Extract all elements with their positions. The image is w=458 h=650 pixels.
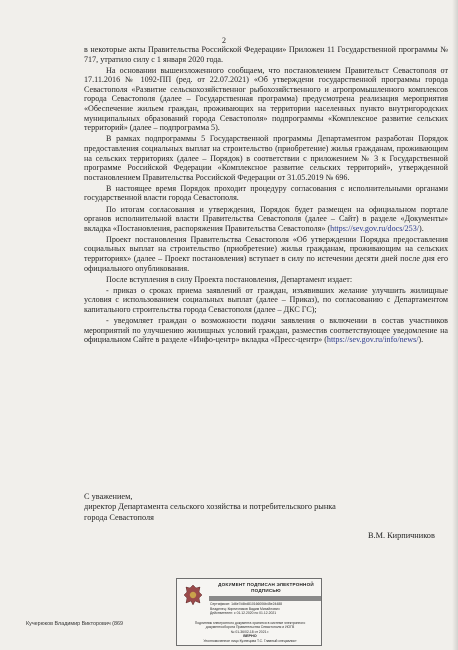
verified-mark: ВЕРНО (243, 634, 257, 639)
news-link[interactable]: https://sev.gov.ru/info/news/ (326, 335, 419, 345)
registration-number: № 01-36/02-18 от 2021 г. (230, 629, 270, 634)
greeting: С уважением, (84, 492, 133, 501)
paragraph-8: - приказ о сроках приема заявлений от граждан, изъявивших желание улучшить жилищные условия с использованием социальных выплат (далее – Приказ), по согласованию с Департаментом капитального строительства города Севастополя (далее – ДКС ГС); (84, 285, 448, 314)
paragraph-1: в некоторые акты Правительства Российской Федерации» Приложен 11 Государственной программы № 717, утратило силу с 1 января 2020 года. (84, 45, 448, 64)
coat-of-arms-icon (180, 582, 206, 608)
stamp-header: ДОКУМЕНТ ПОДПИСАН ЭЛЕКТРОННОЙ ПОДПИСЬЮ (218, 582, 314, 593)
paragraph-9-suffix: ). (418, 335, 424, 345)
signer-position: директор Департамента сельского хозяйства и потребительского рынка города Севастополя (84, 502, 336, 522)
paragraph-4: В настоящее время Порядок проходит процедуру согласования с исполнительными органами государственной власти города Севастополя. (84, 183, 448, 203)
paragraph-5-text: По итогам согласования и утверждения, Порядок будет размещен на официальном портале органов исполнительной власти Правительства Севастополя (далее – Сайт) в разделе «Документы» вкладка «Постановления, распоряжения Правительства Севастополя» ( (84, 204, 448, 233)
stamp-band (209, 596, 321, 601)
signer-name: В.М. Кирпичников (368, 531, 435, 540)
authorized-person: Уполномоченное лицо Кузнецова Т.С. Главный специалист (203, 638, 297, 643)
paragraph-7: После вступления в силу Проекта постановления, Департамент издает: (106, 274, 353, 284)
docs-link[interactable]: https://sev.gov.ru/docs/253/ (330, 223, 420, 233)
storage-note: Подлинник электронного документа хранится в системе электронного документооборота Правительства Севастополя и ИОГВ (194, 621, 306, 630)
paragraph-5 (84, 205, 448, 234)
certificate-owner: Владелец: Кирпичников Вадим Михайлович (210, 606, 280, 611)
closing-block (84, 492, 344, 523)
letter-body (84, 45, 448, 346)
paragraph-3: В рамках подпрограммы 5 Государственной программы Департаментом разработан Порядок предоставления социальных выплат на строительство (приобретение) жилья гражданам, проживающим на сельских территориях (далее – Порядок) в соответствии с приложением № 3 к Государственной программе Российской Федерации «Комплексное развитие сельских территорий», утвержденной постановлением Правительства Российской Федерации от 31.05.2019 № 696. (84, 134, 448, 182)
scan-edge-shadow (452, 0, 458, 650)
e-signature-stamp (176, 578, 322, 646)
paragraph-5-suffix: ). (419, 223, 424, 233)
paragraph-2: На основании вышеизложенного сообщаем, что постановлением Правительст Севастополя от 17.11.2016 № 1092-ПП (ред. от 22.07.2021) «Об утверждени государственной программы города Севастополя «Развитие сельскохозяйственног рыбохозяйственного и агропромышленного комплексов города Севастополя (далее – Государственная программа) предусмотрена реализация мероприятия «Обеспечение жильем граждан, проживающих на территории населенных пункто внутригородских муниципальных образований города Севастополя» подпрограммы «Комплексное развитие сельских территорий» (далее – подпрограмма 5). (84, 65, 448, 133)
certificate-validity: Действителен: с 01.12.2020 по 01.12.2021 (210, 611, 277, 616)
stamp-footer (180, 621, 320, 643)
paragraph-9 (84, 316, 448, 345)
paragraph-6: Проект постановления Правительства Севастополя «Об утверждении Порядка предоставления социальных выплат на строительство (приобретение) жилья гражданам, проживающим на сельских территориях» (далее – Проект постановления) вступает в силу по истечении десяти дней после дня его официального опубликования. (84, 234, 448, 273)
paragraph-9-text: - уведомляет граждан о возможности подачи заявления о включении в состав участников мероприятий по улучшению жилищных условий граждан, разместив соответствующее уведомление на официальном Сайте в разделе «Инфо-центр» вкладка «Пресс-центр» ( (84, 316, 448, 345)
executor-line: Кучерюков Владимир Викторович (869 (26, 621, 123, 627)
certificate-info (210, 602, 322, 616)
page-number: 2 (222, 36, 226, 45)
certificate-number: Сертификат: 1d6e7d4bd810166006b45e24488 (210, 602, 282, 606)
